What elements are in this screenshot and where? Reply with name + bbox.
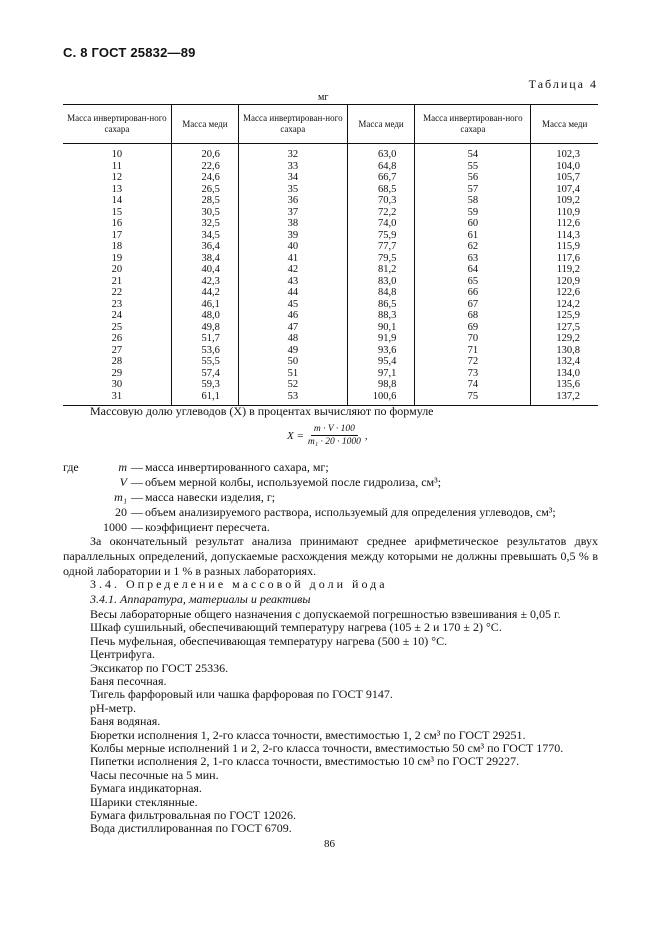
copper-mass-cell: 24,6: [171, 172, 238, 184]
variable-symbol: [63, 505, 131, 520]
sugar-mass-cell: 20: [111, 264, 123, 275]
column-header: Масса инвертирован-ного сахара: [415, 105, 531, 144]
formula-denominator: m₁ · 20 · 1000: [307, 437, 361, 447]
table-row: [63, 144, 598, 161]
sugar-mass-cell: 37: [238, 207, 347, 219]
sugar-mass-cell: 14: [111, 195, 123, 206]
table-row: [63, 368, 598, 380]
sugar-mass-cell: 61: [415, 230, 531, 242]
sugar-mass-cell: 58: [415, 195, 531, 207]
column-header: Масса инвертирован-ного сахара: [238, 105, 347, 144]
copper-mass-cell: 44,2: [171, 287, 238, 299]
sugar-mass-cell: 25: [111, 321, 123, 333]
equipment-item: Шарики стеклянные.: [90, 794, 198, 809]
table-row: [63, 230, 598, 242]
sugar-mass-cell: 36: [238, 195, 347, 207]
equipment-item: Вода дистиллированная по ГОСТ 6709.: [90, 821, 292, 836]
copper-mass-cell: 74,0: [347, 218, 415, 230]
sugar-mass-cell: 42: [238, 264, 347, 276]
sugar-mass-cell: 40: [238, 241, 347, 253]
variable-definition: [63, 460, 623, 475]
sugar-mass-cell: 48: [238, 333, 347, 345]
variable-definition: [63, 490, 623, 505]
copper-mass-cell: 114,3: [531, 230, 598, 242]
table-row: [63, 299, 598, 311]
copper-mass-cell: 66,7: [347, 172, 415, 184]
copper-mass-cell: 109,2: [531, 195, 598, 207]
dash: —: [131, 505, 143, 519]
copper-mass-cell: 81,2: [347, 264, 415, 276]
table-row: [63, 207, 598, 219]
sugar-mass-cell: 28: [111, 356, 123, 367]
sugar-mass-cell: 13: [111, 183, 123, 195]
variable-symbol: [63, 520, 131, 535]
sugar-mass-cell: 23: [111, 298, 123, 310]
copper-mass-cell: 72,2: [347, 207, 415, 219]
sugar-mass-cell: 41: [238, 253, 347, 265]
equipment-item: Весы лабораторные общего назначения с допускаемой погрешностью взвешивания ± 0,05 г.: [90, 607, 561, 621]
sugar-mass-cell: 43: [238, 276, 347, 288]
table-row: [63, 161, 598, 173]
copper-mass-cell: 97,1: [347, 368, 415, 380]
copper-sugar-table: [63, 104, 598, 406]
sugar-mass-cell: 56: [415, 172, 531, 184]
sugar-mass-cell: 12: [111, 172, 123, 183]
table-row: [63, 264, 598, 276]
sugar-mass-cell: 70: [415, 333, 531, 345]
copper-mass-cell: 104,0: [531, 161, 598, 173]
copper-mass-cell: 134,0: [531, 368, 598, 380]
copper-mass-cell: 36,4: [171, 241, 238, 253]
copper-mass-cell: 32,5: [171, 218, 238, 230]
copper-mass-cell: 51,7: [171, 333, 238, 345]
copper-mass-cell: 48,0: [171, 310, 238, 322]
copper-mass-cell: 132,4: [531, 356, 598, 368]
variable-description: масса инвертированного сахара, мг;: [145, 460, 329, 474]
sugar-mass-cell: 60: [415, 218, 531, 230]
copper-mass-cell: 57,4: [171, 368, 238, 380]
dash: —: [131, 490, 143, 504]
table-row: [63, 379, 598, 391]
table-row: [63, 276, 598, 288]
table-row: [63, 322, 598, 334]
table-row: [63, 218, 598, 230]
table-unit: мг: [318, 92, 329, 103]
variable-symbol: [63, 475, 131, 490]
sugar-mass-cell: 31: [63, 391, 171, 406]
sugar-mass-cell: 22: [111, 287, 123, 298]
column-header: Масса меди: [171, 105, 238, 144]
copper-mass-cell: 61,1: [171, 391, 238, 406]
copper-mass-cell: 125,9: [531, 310, 598, 322]
sugar-mass-cell: 17: [111, 229, 123, 241]
equipment-item: Печь муфельная, обеспечивающая температуру нагрева (500 ± 10) °С.: [90, 633, 448, 648]
sugar-mass-cell: 64: [415, 264, 531, 276]
equipment-item: Пипетки исполнения 2, 1-го класса точности, вместимостью 10 см³ по ГОСТ 29227.: [90, 754, 520, 769]
table-label: Таблица 4: [528, 77, 598, 91]
sugar-mass-cell: 21: [111, 275, 123, 287]
equipment-item: рН-метр.: [90, 700, 136, 715]
table-row: [63, 184, 598, 196]
sugar-mass-cell: 52: [238, 379, 347, 391]
variable-description: объем анализируемого раствора, используемый для определения углеводов, см³;: [145, 505, 556, 519]
column-header: Масса меди: [531, 105, 598, 144]
sugar-mass-cell: 19: [111, 252, 123, 264]
equipment-item: Баня водяная.: [90, 714, 161, 729]
sugar-mass-cell: 39: [238, 230, 347, 242]
table-row: [63, 356, 598, 368]
variable-symbol-text: 1000: [103, 520, 127, 534]
variable-symbol: [63, 490, 131, 505]
formula-tail: ,: [364, 429, 368, 442]
sugar-mass-cell: 38: [238, 218, 347, 230]
copper-mass-cell: 95,4: [347, 356, 415, 368]
sugar-mass-cell: 68: [415, 310, 531, 322]
sugar-mass-cell: 29: [111, 367, 123, 379]
copper-mass-cell: 49,8: [171, 322, 238, 334]
subsection-title: 3.4.1. Аппаратура, материалы и реактивы: [90, 592, 311, 606]
sugar-mass-cell: 47: [238, 322, 347, 334]
equipment-item: Эксикатор по ГОСТ 25336.: [90, 660, 229, 675]
copper-mass-cell: 115,9: [531, 241, 598, 253]
sugar-mass-cell: 51: [238, 368, 347, 380]
copper-mass-cell: 83,0: [347, 276, 415, 288]
equipment-item: Часы песочные на 5 мин.: [90, 767, 219, 782]
formula-lhs: X =: [287, 429, 304, 442]
sugar-mass-cell: 73: [415, 368, 531, 380]
sugar-mass-cell: 11: [111, 160, 122, 172]
section-title: 3.4. Определение массовой доли йода: [90, 577, 388, 591]
formula: [287, 424, 368, 447]
equipment-item: Бумага индикаторная.: [90, 781, 202, 796]
sugar-mass-cell: 34: [238, 172, 347, 184]
copper-mass-cell: 84,8: [347, 287, 415, 299]
equipment-item: Тигель фарфоровый или чашка фарфоровая по ГОСТ 9147.: [90, 687, 393, 702]
sugar-mass-cell: 16: [111, 218, 123, 229]
copper-mass-cell: 129,2: [531, 333, 598, 345]
copper-mass-cell: 100,6: [347, 391, 415, 406]
sugar-mass-cell: 10: [111, 149, 123, 160]
variable-definition: [63, 520, 623, 535]
copper-mass-cell: 112,6: [531, 218, 598, 230]
table-row: [63, 310, 598, 322]
equipment-item: Колбы мерные исполнений 1 и 2, 2-го класса точности, вместимостью 50 см³ по ГОСТ 1770.: [90, 741, 564, 755]
page-number: 86: [324, 838, 335, 850]
table-body: [63, 144, 598, 406]
equipment-item: Баня песочная.: [90, 674, 167, 688]
variable-description: масса навески изделия, г;: [145, 490, 276, 504]
sugar-mass-cell: 74: [415, 379, 531, 391]
column-header: Масса меди: [347, 105, 415, 144]
copper-mass-cell: 46,1: [171, 299, 238, 311]
copper-mass-cell: 91,9: [347, 333, 415, 345]
copper-mass-cell: 40,4: [171, 264, 238, 276]
formula-numerator: m · V · 100: [311, 424, 358, 436]
dash: —: [131, 520, 143, 534]
sugar-mass-cell: 62: [415, 241, 531, 253]
sugar-mass-cell: 50: [238, 356, 347, 368]
dash: —: [131, 460, 143, 474]
copper-mass-cell: 53,6: [171, 345, 238, 357]
result-paragraph: За окончательный результат анализа принимают среднее арифметическое результатов двух параллельных определений, допускаемые расхождения между которыми не должны превышать 0,5 % в одной лаборатории и 1 % в разных лабораториях.: [63, 534, 598, 578]
sugar-mass-cell: 72: [415, 356, 531, 368]
table-row: [63, 333, 598, 345]
table-row: [63, 253, 598, 265]
copper-mass-cell: 38,4: [171, 253, 238, 265]
sugar-mass-cell: 15: [111, 206, 123, 218]
equipment-item: Шкаф сушильный, обеспечивающий температуру нагрева (105 ± 2 и 170 ± 2) °С.: [90, 620, 502, 635]
copper-mass-cell: 30,5: [171, 207, 238, 219]
copper-mass-cell: 88,3: [347, 310, 415, 322]
sugar-mass-cell: 66: [415, 287, 531, 299]
formula-intro: Массовую долю углеводов (X) в процентах вычисляют по формуле: [90, 404, 434, 418]
sugar-mass-cell: 49: [238, 345, 347, 357]
sugar-mass-cell: 69: [415, 322, 531, 334]
sugar-mass-cell: 75: [415, 391, 531, 406]
page-header: С. 8 ГОСТ 25832—89: [63, 45, 196, 60]
copper-mass-cell: 124,2: [531, 299, 598, 311]
copper-mass-cell: 26,5: [171, 184, 238, 196]
dash: —: [131, 475, 143, 489]
sugar-mass-cell: 18: [111, 241, 123, 252]
copper-mass-cell: 86,5: [347, 299, 415, 311]
sugar-mass-cell: 53: [238, 391, 347, 406]
table-row: [63, 241, 598, 253]
copper-mass-cell: 130,8: [531, 345, 598, 357]
copper-mass-cell: 77,7: [347, 241, 415, 253]
sugar-mass-cell: 63: [415, 253, 531, 265]
column-header: Масса инвертирован-ного сахара: [63, 105, 171, 144]
copper-mass-cell: 120,9: [531, 276, 598, 288]
sugar-mass-cell: 67: [415, 299, 531, 311]
variable-symbol-text: m₁: [114, 490, 127, 504]
copper-mass-cell: 22,6: [171, 161, 238, 173]
sugar-mass-cell: 54: [415, 144, 531, 161]
copper-mass-cell: 28,5: [171, 195, 238, 207]
table-row: [63, 195, 598, 207]
copper-mass-cell: 79,5: [347, 253, 415, 265]
sugar-mass-cell: 30: [111, 379, 123, 390]
copper-mass-cell: 107,4: [531, 184, 598, 196]
sugar-mass-cell: 57: [415, 184, 531, 196]
equipment-item: Бумага фильтровальная по ГОСТ 12026.: [90, 808, 296, 822]
copper-mass-cell: 90,1: [347, 322, 415, 334]
sugar-mass-cell: 65: [415, 276, 531, 288]
formula-fraction: [308, 424, 361, 447]
copper-mass-cell: 137,2: [531, 391, 598, 406]
sugar-mass-cell: 59: [415, 207, 531, 219]
sugar-mass-cell: 35: [238, 184, 347, 196]
variable-description: объем мерной колбы, используемой после гидролиза, см³;: [145, 475, 442, 489]
variable-symbol-text: 20: [115, 505, 127, 519]
copper-mass-cell: 42,3: [171, 276, 238, 288]
sugar-mass-cell: 24: [111, 310, 123, 321]
copper-mass-cell: 55,5: [171, 356, 238, 368]
copper-mass-cell: 135,6: [531, 379, 598, 391]
copper-mass-cell: 98,8: [347, 379, 415, 391]
copper-mass-cell: 93,6: [347, 345, 415, 357]
table-row: [63, 345, 598, 357]
sugar-mass-cell: 46: [238, 310, 347, 322]
table-header-row: [63, 105, 598, 144]
equipment-item: Бюретки исполнения 1, 2-го класса точности, вместимостью 1, 2 см³ по ГОСТ 29251.: [90, 727, 526, 742]
variable-definitions: [63, 460, 623, 535]
copper-mass-cell: 102,3: [531, 144, 598, 161]
sugar-mass-cell: 44: [238, 287, 347, 299]
variable-symbol-text: V: [119, 475, 127, 489]
copper-mass-cell: 122,6: [531, 287, 598, 299]
sugar-mass-cell: 32: [238, 144, 347, 161]
variable-description: коэффициент пересчета.: [145, 520, 270, 534]
variable-definition: [63, 505, 623, 520]
copper-mass-cell: 119,2: [531, 264, 598, 276]
table-row: [63, 172, 598, 184]
copper-mass-cell: 70,3: [347, 195, 415, 207]
where-prefix: где: [63, 460, 79, 474]
sugar-mass-cell: 71: [415, 345, 531, 357]
copper-mass-cell: 110,9: [531, 207, 598, 219]
sugar-mass-cell: 26: [111, 333, 123, 344]
variable-definition: [63, 475, 623, 490]
copper-mass-cell: 64,8: [347, 161, 415, 173]
copper-mass-cell: 75,9: [347, 230, 415, 242]
sugar-mass-cell: 45: [238, 299, 347, 311]
variable-symbol: [63, 460, 131, 475]
sugar-mass-cell: 55: [415, 161, 531, 173]
equipment-item: Центрифуга.: [90, 647, 155, 662]
copper-mass-cell: 105,7: [531, 172, 598, 184]
copper-mass-cell: 34,5: [171, 230, 238, 242]
table-row: [63, 287, 598, 299]
copper-mass-cell: 117,6: [531, 253, 598, 265]
copper-mass-cell: 127,5: [531, 322, 598, 334]
copper-mass-cell: 68,5: [347, 184, 415, 196]
sugar-mass-cell: 33: [238, 161, 347, 173]
variable-symbol-text: m: [118, 460, 127, 474]
copper-mass-cell: 20,6: [171, 144, 238, 161]
copper-mass-cell: 63,0: [347, 144, 415, 161]
copper-mass-cell: 59,3: [171, 379, 238, 391]
sugar-mass-cell: 27: [111, 344, 123, 356]
